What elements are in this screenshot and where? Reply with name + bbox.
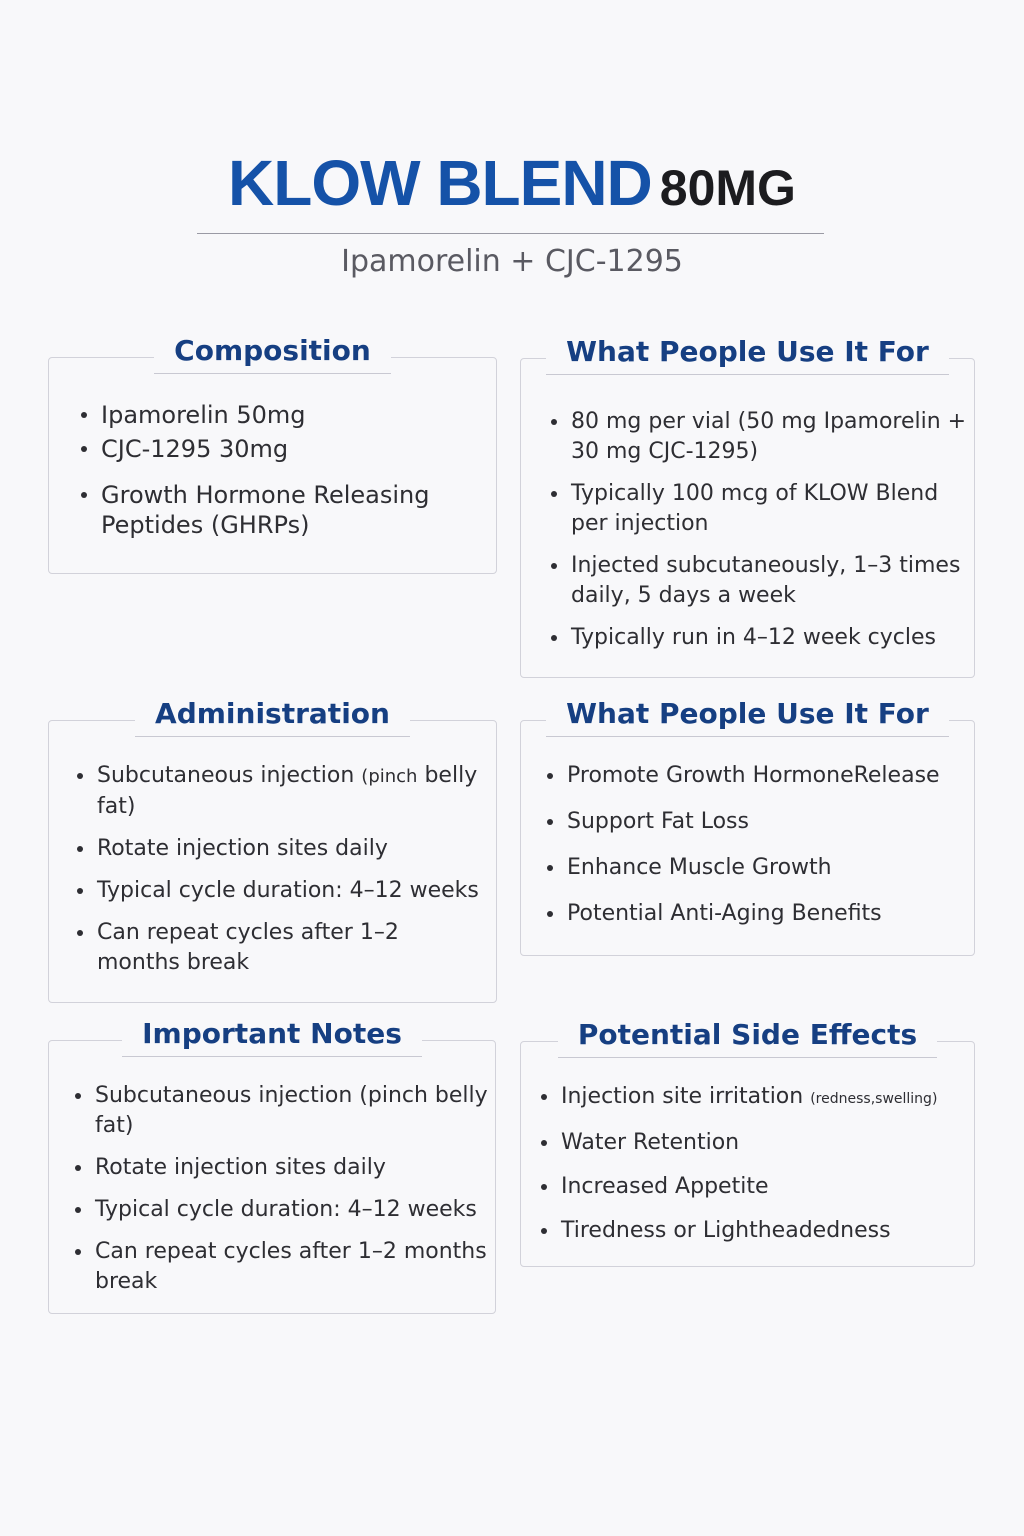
list-item-text: belly fat) [97, 763, 478, 819]
administration-card [48, 697, 497, 1003]
administration-heading: Administration [135, 697, 410, 737]
benefits-heading: What People Use It For [546, 697, 949, 737]
benefits-card [520, 697, 975, 956]
side-effects-heading: Potential Side Effects [558, 1018, 937, 1058]
list-item: Support Fat Loss [545, 807, 965, 837]
product-name: KLOW BLEND [228, 147, 652, 219]
usage-dosing-card [520, 335, 975, 678]
side-effects-card [520, 1018, 975, 1267]
important-notes-card [48, 1017, 496, 1314]
list-item [75, 761, 487, 822]
list-item: Can repeat cycles after 1–2 months break [73, 1237, 489, 1297]
list-item: Water Retention [539, 1128, 969, 1158]
product-subtitle: Ipamorelin + CJC-1295 [341, 244, 683, 279]
list-item: Potential Anti-Aging Benefits [545, 899, 965, 929]
list-item: Can repeat cycles after 1–2 months break [75, 918, 487, 978]
list-item: Typical cycle duration: 4–12 weeks [73, 1195, 489, 1225]
usage-dosing-heading: What People Use It For [546, 335, 949, 375]
title-divider [197, 233, 824, 234]
list-item [539, 1082, 969, 1114]
list-item: Typical cycle duration: 4–12 weeks [75, 876, 487, 906]
list-item: Rotate injection sites daily [75, 834, 487, 864]
list-item: Increased Appetite [539, 1172, 969, 1202]
list-item: Enhance Muscle Growth [545, 853, 965, 883]
page-title [0, 146, 1024, 220]
list-item: Tiredness or Lightheadedness [539, 1216, 969, 1246]
list-item: CJC-1295 30mg [79, 434, 479, 464]
composition-card [48, 334, 497, 574]
composition-heading: Composition [154, 334, 391, 374]
list-item: Rotate injection sites daily [73, 1153, 489, 1183]
list-item-text: Subcutaneous injection [97, 763, 355, 788]
product-dose: 80MG [659, 160, 796, 216]
list-item-note: (pinch [361, 766, 418, 787]
list-item-note: (redness,swelling) [810, 1091, 938, 1107]
list-item: Promote Growth HormoneRelease [545, 761, 965, 791]
list-item-text: Injection site irritation [561, 1084, 804, 1109]
list-item: Typically run in 4–12 week cycles [549, 623, 969, 653]
list-item: Subcutaneous injection (pinch belly fat) [73, 1081, 489, 1141]
list-item: Injected subcutaneously, 1–3 times daily, 5 days a week [549, 551, 969, 611]
list-item: 80 mg per vial (50 mg Ipamorelin + 30 mg CJC-1295) [549, 407, 969, 467]
list-item: Growth Hormone Releasing Peptides (GHRPs) [79, 480, 479, 540]
list-item: Typically 100 mcg of KLOW Blend per injection [549, 479, 969, 539]
list-item: Ipamorelin 50mg [79, 400, 479, 430]
important-notes-heading: Important Notes [122, 1017, 422, 1057]
